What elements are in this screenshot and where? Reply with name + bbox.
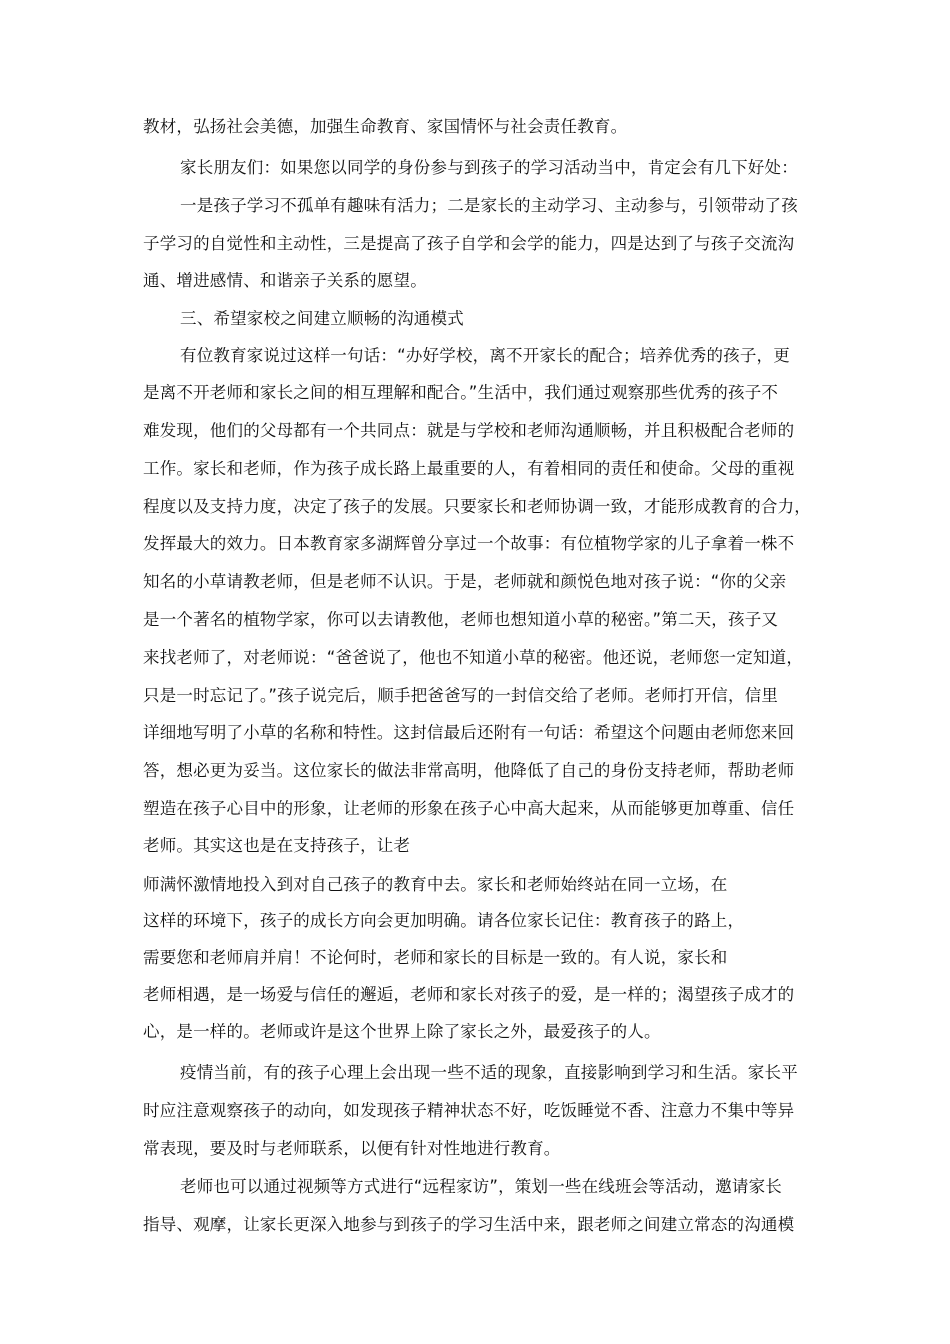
section-heading: 三、希望家校之间建立顺畅的沟通模式 [180,309,464,328]
text-line: 通、增进感情、和谐亲子关系的愿望。 [143,271,427,290]
text-line: 这样的环境下，孩子的成长方向会更加明确。请各位家长记住：教育孩子的路上， [143,911,745,930]
text-line: 有位教育家说过这样一句话：“办好学校，离不开家长的配合；培养优秀的孩子，更 [180,346,790,365]
text-line: 发挥最大的效力。日本教育家多湖辉曾分享过一个故事：有位植物学家的儿子拿着一株不 [143,534,795,553]
text-line: 老师也可以通过视频等方式进行“远程家访”，策划一些在线班会等活动，邀请家长 [180,1177,782,1196]
text-line: 难发现，他们的父母都有一个共同点：就是与学校和老师沟通顺畅，并且积极配合老师的 [143,421,795,440]
text-line: 子学习的自觉性和主动性，三是提高了孩子自学和会学的能力，四是达到了与孩子交流沟 [143,234,795,253]
text-line: 老师。其实这也是在支持孩子，让老 [143,836,411,855]
text-line: 塑造在孩子心目中的形象，让老师的形象在孩子心中高大起来，从而能够更加尊重、信任 [143,799,795,818]
text-line: 工作。家长和老师，作为孩子成长路上最重要的人，有着相同的责任和使命。父母的重视 [143,459,795,478]
text-line: 时应注意观察孩子的动向，如发现孩子精神状态不好，吃饭睡觉不香、注意力不集中等异 [143,1101,795,1120]
text-line: 教材，弘扬社会美德，加强生命教育、家国情怀与社会责任教育。 [143,117,628,136]
text-line: 知名的小草请教老师，但是老师不认识。于是，老师就和颜悦色地对孩子说：“你的父亲 [143,572,787,591]
text-line: 需要您和老师肩并肩！不论何时，老师和家长的目标是一致的。有人说，家长和 [143,948,728,967]
text-line: 详细地写明了小草的名称和特性。这封信最后还附有一句话：希望这个问题由老师您来回 [143,723,795,742]
text-line: 疫情当前，有的孩子心理上会出现一些不适的现象，直接影响到学习和生活。家长平 [180,1063,798,1082]
text-line: 家长朋友们：如果您以同学的身份参与到孩子的学习活动当中，肯定会有几下好处： [180,158,798,177]
text-line: 是一个著名的植物学家，你可以去请教他，老师也想知道小草的秘密。”第二天，孩子又 [143,610,779,629]
text-line: 老师相遇，是一场爱与信任的邂逅，老师和家长对孩子的爱，是一样的；渴望孩子成才的 [143,985,795,1004]
text-line: 是离不开老师和家长之间的相互理解和配合。”生活中，我们通过观察那些优秀的孩子不 [143,383,779,402]
text-line: 师满怀激情地投入到对自己孩子的教育中去。家长和老师始终站在同一立场，在 [143,875,728,894]
text-line: 只是一时忘记了。”孩子说完后，顺手把爸爸写的一封信交给了老师。老师打开信，信里 [143,686,779,705]
text-line: 常表现，要及时与老师联系，以便有针对性地进行教育。 [143,1139,561,1158]
text-line: 程度以及支持力度，决定了孩子的发展。只要家长和老师协调一致，才能形成教育的合力， [143,497,811,516]
text-line: 一是孩子学习不孤单有趣味有活力；二是家长的主动学习、主动参与，引领带动了孩 [180,196,798,215]
text-line: 答，想必更为妥当。这位家长的做法非常高明，他降低了自己的身份支持老师，帮助老师 [143,761,795,780]
text-line: 来找老师了，对老师说：“爸爸说了，他也不知道小草的秘密。他还说，老师您一定知道， [143,648,804,667]
text-line: 心，是一样的。老师或许是这个世界上除了家长之外，最爱孩子的人。 [143,1022,661,1041]
text-line: 指导、观摩，让家长更深入地参与到孩子的学习生活中来，跟老师之间建立常态的沟通模 [143,1215,795,1234]
